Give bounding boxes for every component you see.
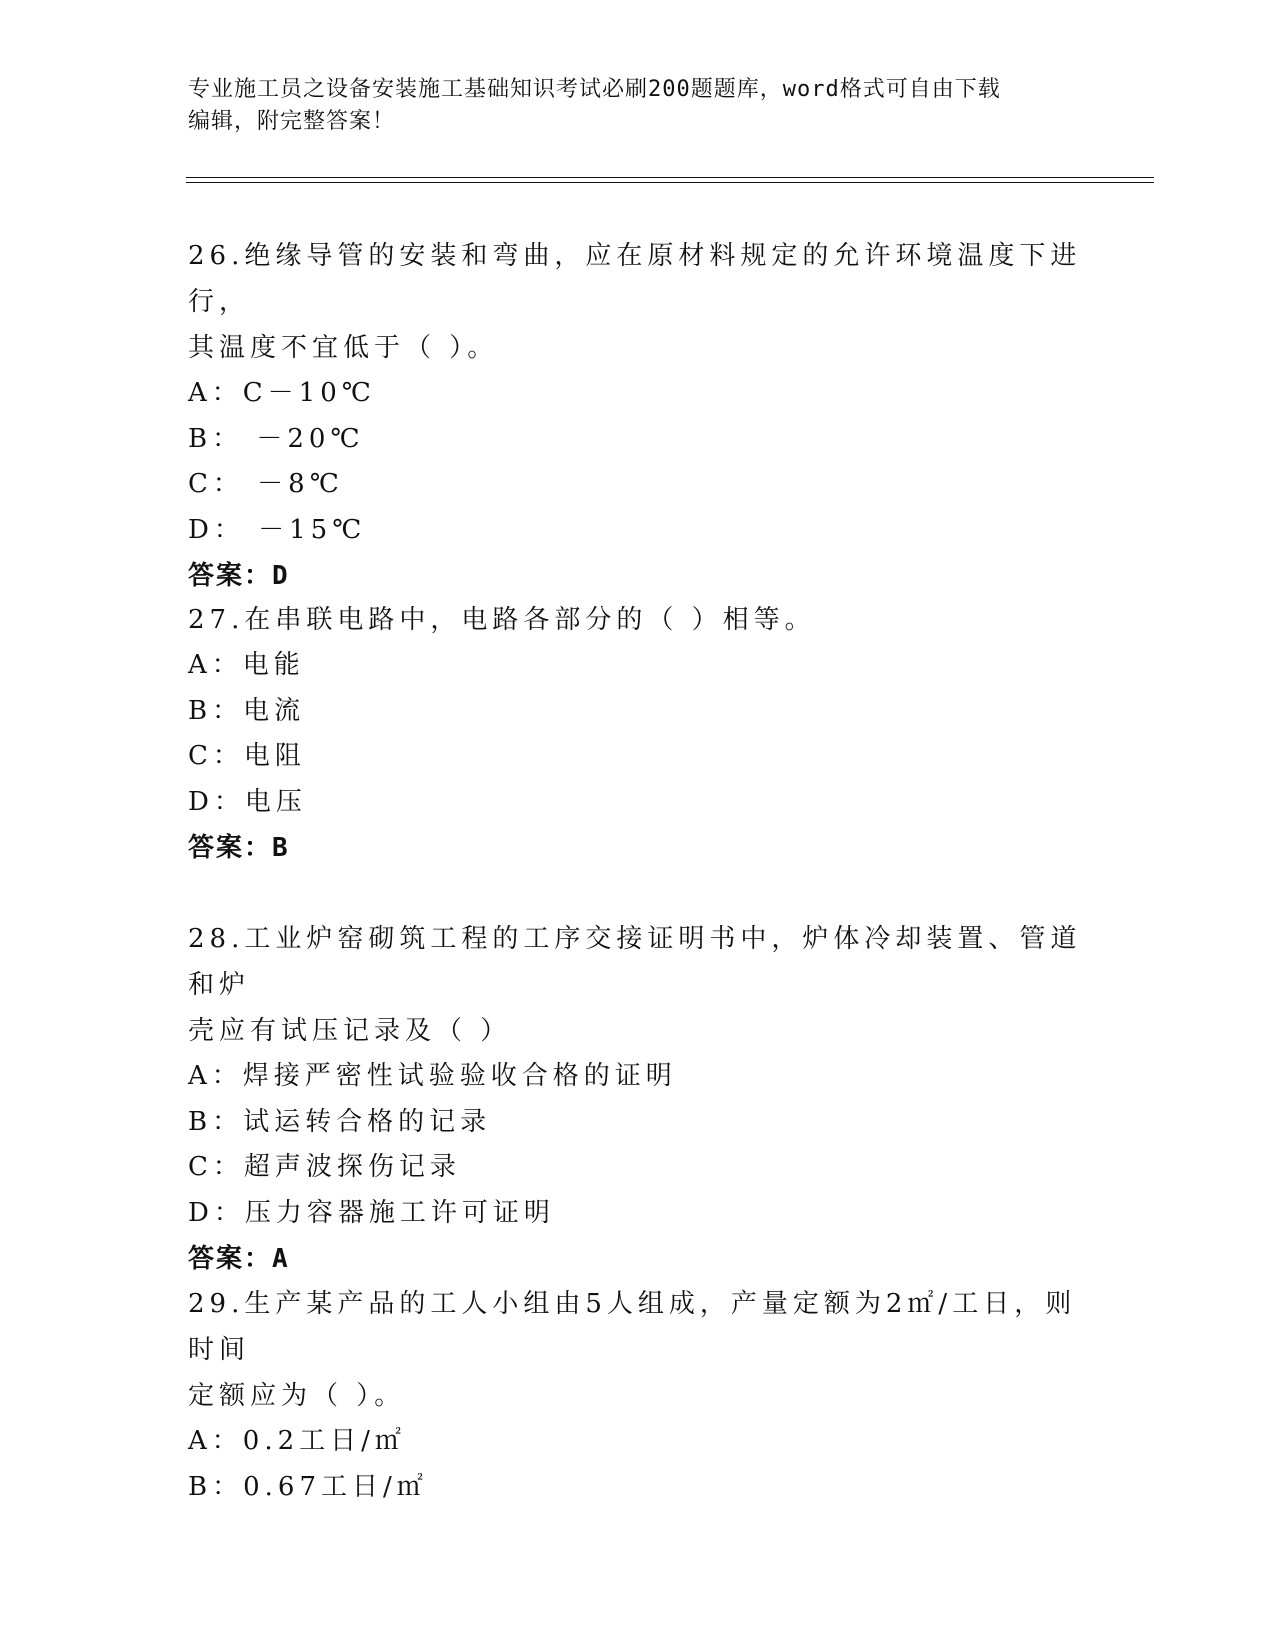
question-stem-line: 定额应为（ ）。 [188,1381,406,1411]
header-divider-top [186,177,1154,178]
option-c: C： －8℃ [188,469,344,499]
header-line-2: 编辑，附完整答案！ [188,109,396,134]
question-27 [188,597,1088,871]
option-a: A：电能 [188,650,305,680]
question-26 [188,233,1088,599]
option-b: B： －20℃ [188,423,365,454]
header-line-1: 专业施工员之设备安装施工基础知识考试必刷200题题库，word格式可自由下载 [188,77,1001,102]
answer: 答案：D [188,561,290,591]
option-d: D：电压 [188,786,307,817]
option-a: A：0.2工日/㎡ [188,1426,406,1456]
question-stem-line: 壳应有试压记录及（ ） [188,1016,512,1046]
question-stem-line: 其温度不宜低于（ ）。 [188,333,499,363]
question-29 [188,1281,1088,1510]
option-c: C：电阻 [188,741,306,771]
option-c: C：超声波探伤记录 [188,1152,461,1182]
option-b: B：试运转合格的记录 [188,1106,492,1137]
option-d: D： －15℃ [188,514,367,545]
option-b: B：电流 [188,695,306,726]
header-divider-bottom [186,182,1154,183]
answer: 答案：B [188,833,290,863]
question-stem-line: 28.工业炉窑砌筑工程的工序交接证明书中，炉体冷却装置、管道和炉 [188,924,1082,1000]
question-stem-line: 27.在串联电路中，电路各部分的（ ）相等。 [188,605,816,635]
option-b: B：0.67工日/㎡ [188,1471,428,1502]
question-28 [188,916,1088,1282]
answer: 答案：A [188,1244,290,1274]
document-header [188,74,1068,138]
question-stem-line: 29.生产某产品的工人小组由5人组成，产量定额为2㎡/工日，则时间 [188,1289,1077,1365]
question-stem-line: 26.绝缘导管的安装和弯曲，应在原材料规定的允许环境温度下进行， [188,241,1082,317]
option-a: A：焊接严密性试验验收合格的证明 [188,1061,677,1091]
option-d: D：压力容器施工许可证明 [188,1197,555,1228]
option-a: A：C－10℃ [188,378,376,408]
